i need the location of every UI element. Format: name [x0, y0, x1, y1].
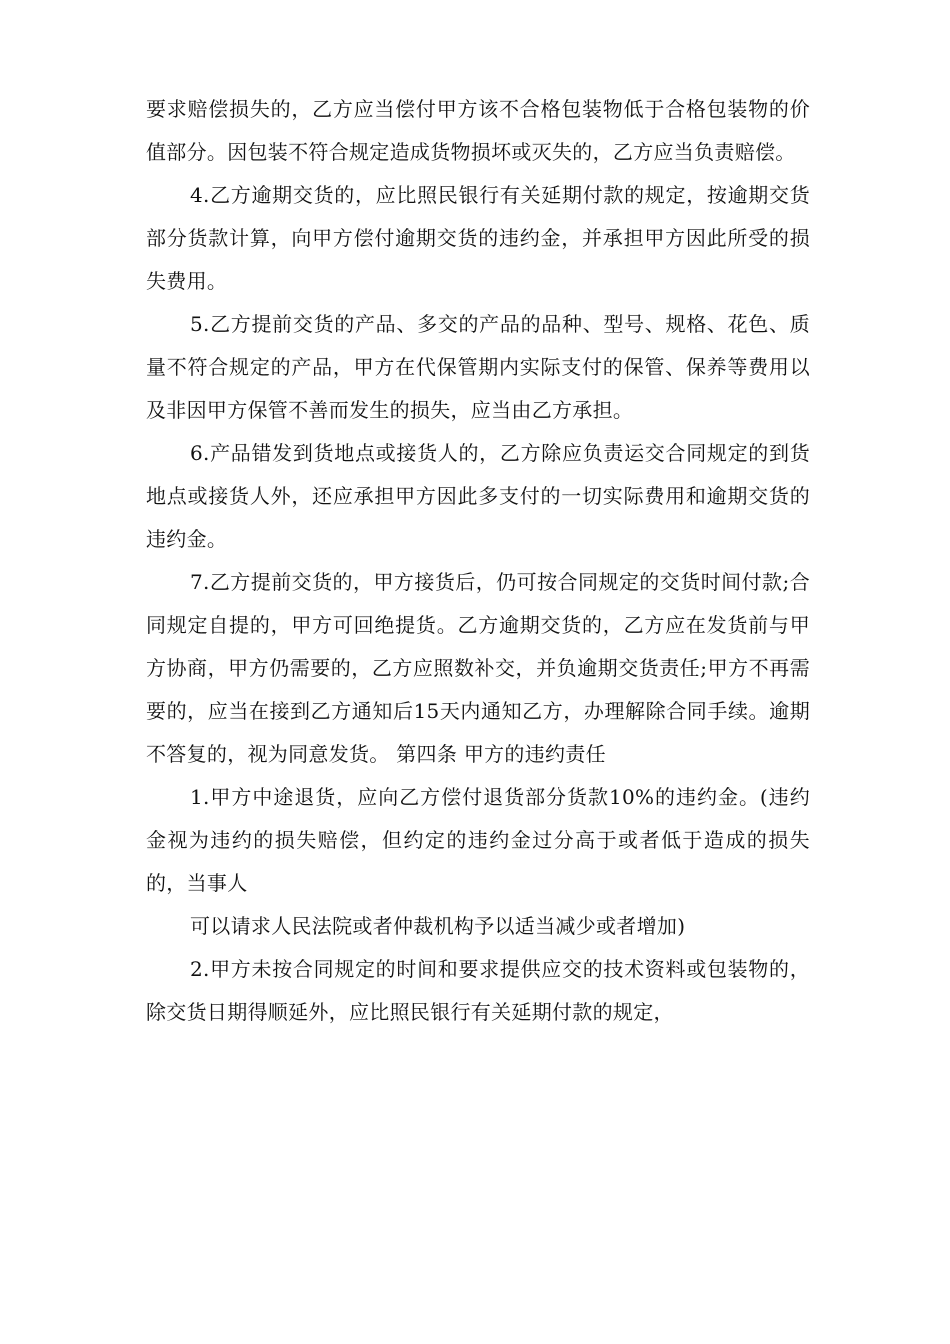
- paragraph-1: 要求赔偿损失的，乙方应当偿付甲方该不合格包装物低于合格包装物的价值部分。因包装不符合规定造成货物损坏或灭失的，乙方应当负责赔偿。: [146, 97, 810, 164]
- paragraph-8: 2.甲方未按合同规定的时间和要求提供应交的技术资料或包装物的，除交货日期得顺延外，应比照民银行有关延期付款的规定，: [146, 957, 810, 1024]
- paragraph-5: 7.乙方提前交货的，甲方接货后，仍可按合同规定的交货时间付款;合同规定自提的，甲方可回绝提货。乙方逾期交货的，乙方应在发货前与甲方协商，甲方仍需要的，乙方应照数补交，并负逾期交货责任;甲方不再需要的，应当在接到乙方通知后15天内通知乙方，办理解除合同手续。逾期不答复的，视为同意发货。 第四条 甲方的违约责任: [146, 570, 810, 766]
- paragraph-6: 1.甲方中途退货，应向乙方偿付退货部分货款10%的违约金。(违约金视为违约的损失赔偿，但约定的违约金过分高于或者低于造成的损失的，当事人: [146, 785, 810, 895]
- paragraph-7: 可以请求人民法院或者仲裁机构予以适当减少或者增加): [190, 914, 686, 938]
- paragraph-4: 6.产品错发到货地点或接货人的，乙方除应负责运交合同规定的到货地点或接货人外，还应承担甲方因此多支付的一切实际费用和逾期交货的违约金。: [146, 441, 810, 551]
- paragraph-3: 5.乙方提前交货的产品、多交的产品的品种、型号、规格、花色、质量不符合规定的产品，甲方在代保管期内实际支付的保管、保养等费用以及非因甲方保管不善而发生的损失，应当由乙方承担。: [146, 312, 810, 422]
- paragraph-2: 4.乙方逾期交货的，应比照民银行有关延期付款的规定，按逾期交货部分货款计算，向甲方偿付逾期交货的违约金，并承担甲方因此所受的损失费用。: [146, 183, 810, 293]
- document-body: [146, 88, 810, 1034]
